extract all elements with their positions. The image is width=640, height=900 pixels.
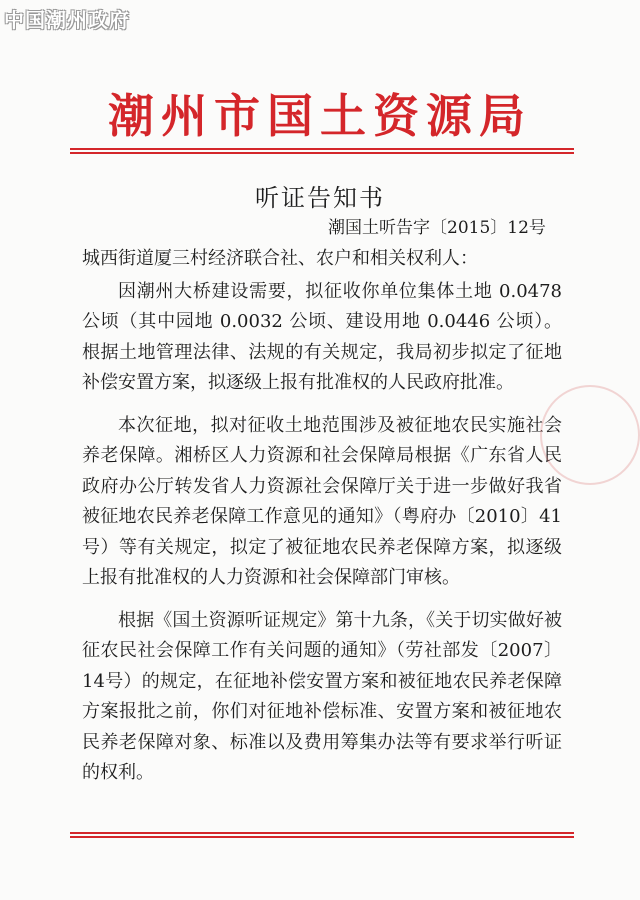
watermark-logo: 中国潮州政府 <box>4 8 130 32</box>
official-seal-stamp <box>540 385 640 485</box>
paragraph-3: 根据《国土资源听证规定》第十九条，《关于切实做好被征农民社会保障工作有关问题的通知》（劳社部发〔2007〕14号）的规定，在征地补偿安置方案和被征地农民养老保障方案报批之前，你们对征地补偿标准、安置方案和被征地农民养老保障对象、标准以及费用筹集办法等有要求举行听证的权利。 <box>82 609 562 783</box>
agency-title: 潮州市国土资源局 <box>108 89 532 143</box>
footer-rule <box>70 832 574 834</box>
paragraph-1: 因潮州大桥建设需要，拟征收你单位集体土地 0.0478 公顷（其中园地 0.0032 公顷、建设用地 0.0446 公顷）。根据土地管理法律、法规的有关规定，我局初步拟定了征地补偿安置方案，拟逐级上报有批准权的人民政府批准。 <box>82 280 562 393</box>
document-body <box>82 244 562 801</box>
paragraph-2: 本次征地，拟对征收土地范围涉及被征地农民实施社会养老保障。湘桥区人力资源和社会保障局根据《广东省人民政府办公厅转发省人力资源社会保障厅关于进一步做好我省被征地农民养老保障工作意见的通知》（粤府办〔2010〕41号）等有关规定，拟定了被征地农民养老保障方案，拟逐级上报有批准权的人力资源和社会保障部门审核。 <box>82 414 562 588</box>
document-number: 潮国土听告字〔2015〕12号 <box>328 218 546 238</box>
header-rule <box>70 148 574 150</box>
document-title: 听证告知书 <box>255 184 385 212</box>
salutation: 城西街道厦三村经济联合社、农户和相关权利人： <box>82 248 478 269</box>
header-rule-thin <box>70 152 574 154</box>
footer-rule-thin <box>70 836 574 838</box>
